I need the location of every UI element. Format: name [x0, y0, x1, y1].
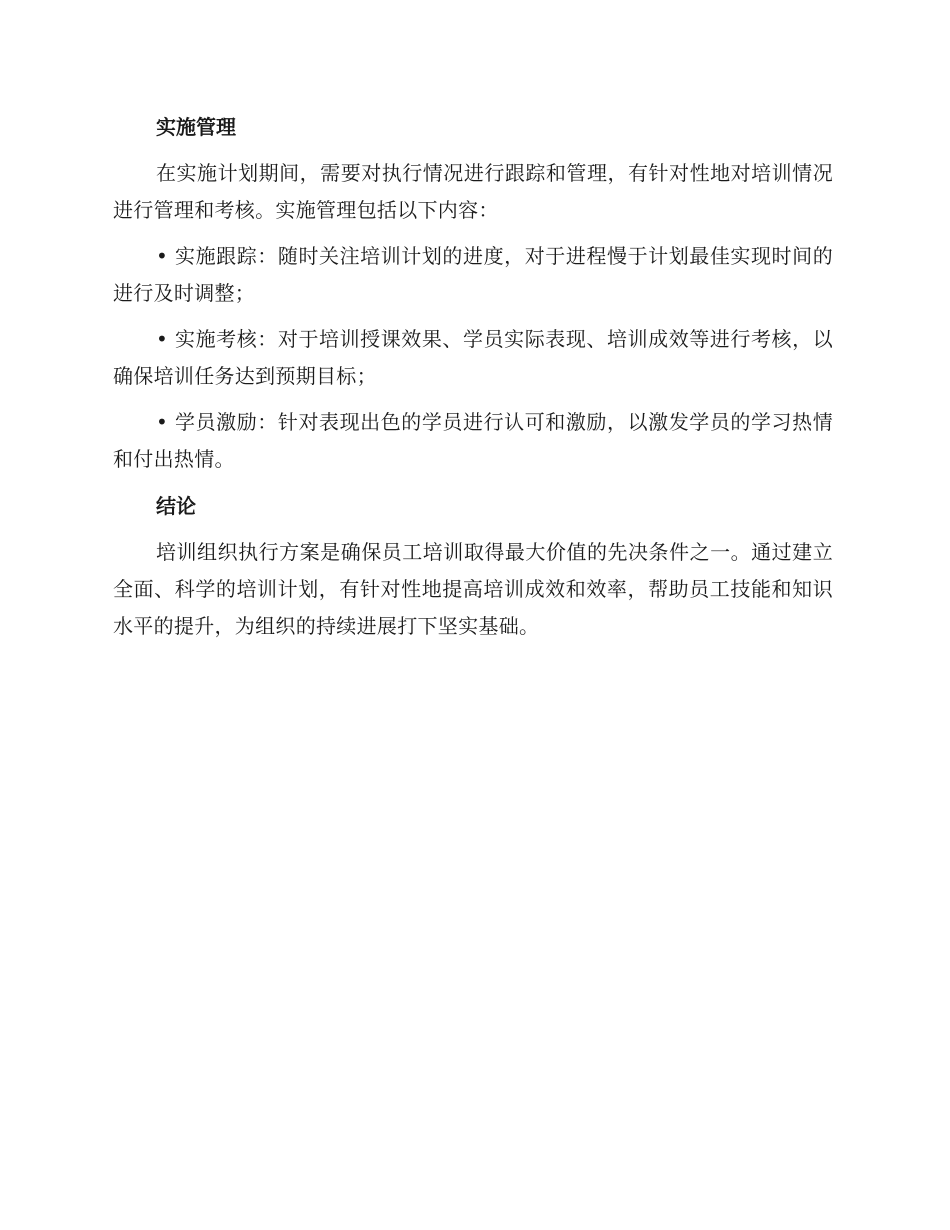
bullet-trainee-incentive: • 学员激励：针对表现出色的学员进行认可和激励，以激发学员的学习热情和付出热情。	[113, 410, 833, 471]
bullet-implementation-assessment: • 实施考核：对于培训授课效果、学员实际表现、培训成效等进行考核，以确保培训任务达到预期目标；	[113, 327, 833, 388]
section-heading: 结论	[156, 494, 196, 518]
conclusion-paragraph: 培训组织执行方案是确保员工培训取得最大价值的先决条件之一。通过建立全面、科学的培训计划，有针对性地提高培训成效和效率，帮助员工技能和知识水平的提升，为组织的持续进展打下坚实基础。	[113, 540, 833, 638]
section-conclusion	[113, 487, 833, 645]
intro-paragraph: 在实施计划期间，需要对执行情况进行跟踪和管理，有针对性地对培训情况进行管理和考核。实施管理包括以下内容：	[113, 161, 833, 222]
section-heading: 实施管理	[156, 115, 236, 139]
document-page	[113, 108, 833, 654]
section-implementation-management	[113, 108, 833, 478]
bullet-implementation-tracking: • 实施跟踪：随时关注培训计划的进度，对于进程慢于计划最佳实现时间的进行及时调整；	[113, 244, 833, 305]
